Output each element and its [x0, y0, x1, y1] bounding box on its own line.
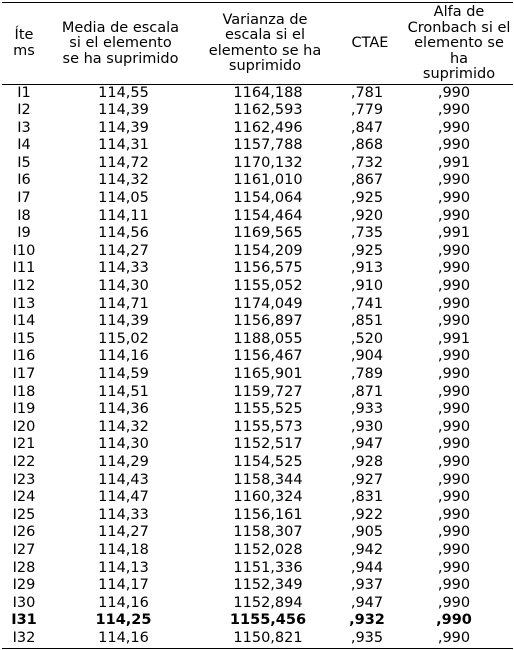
scale-variance-cell: 1188,055 — [233, 330, 303, 347]
cronbach-alpha-cell: ,990 — [437, 84, 471, 101]
table-row — [2, 560, 513, 578]
scale-variance-cell: 1150,821 — [195, 630, 335, 648]
table-row — [2, 630, 513, 648]
cronbach-alpha-cell: ,990 — [437, 559, 471, 576]
cronbach-alpha-cell: ,990 — [437, 506, 471, 523]
scale-mean-cell: 114,33 — [98, 260, 149, 277]
ctae-cell: ,789 — [350, 366, 384, 382]
item-cell: I24 — [12, 489, 36, 506]
table-row — [2, 419, 513, 437]
item-cell: I8 — [17, 207, 31, 224]
scale-mean-cell: 114,36 — [98, 401, 149, 418]
cronbach-alpha-cell: ,990 — [437, 366, 471, 382]
table-row — [2, 454, 513, 472]
ctae-cell: ,925 — [350, 190, 384, 207]
ctae-cell: ,871 — [350, 383, 384, 400]
ctae-cell: ,920 — [350, 207, 384, 224]
table-body — [2, 84, 513, 648]
cronbach-alpha-cell: ,990 — [437, 436, 471, 453]
scale-mean-cell: 114,30 — [98, 436, 149, 453]
scale-mean-cell: 114,51 — [98, 383, 149, 400]
cronbach-alpha-cell: ,990 — [437, 190, 471, 207]
item-cell: I15 — [12, 330, 36, 347]
table-row — [2, 225, 513, 243]
table-row — [2, 489, 513, 507]
table-row — [2, 155, 513, 173]
ctae-cell: ,944 — [350, 559, 384, 576]
ctae-cell: ,735 — [350, 225, 384, 242]
ctae-cell: ,831 — [350, 489, 384, 506]
scale-variance-cell: 1158,344 — [233, 471, 303, 488]
header-cronbach-alpha: Alfa de Cronbach si el elemento se ha suprimido — [405, 3, 513, 85]
table-row — [2, 366, 513, 384]
ctae-cell: ,928 — [350, 453, 384, 470]
scale-variance-cell: 1165,901 — [233, 366, 303, 382]
scale-mean-cell: 114,59 — [98, 366, 149, 382]
item-cell: I9 — [17, 225, 31, 242]
item-cell: I7 — [17, 190, 31, 207]
scale-mean-cell: 114,33 — [98, 506, 149, 523]
item-cell: I31 — [11, 612, 37, 629]
ctae-cell: ,779 — [350, 102, 384, 119]
scale-mean-cell: 114,39 — [98, 313, 149, 330]
scale-mean-cell: 114,18 — [98, 541, 149, 558]
cronbach-alpha-cell: ,990 — [437, 260, 471, 277]
item-cell: I27 — [12, 541, 36, 558]
scale-variance-cell: 1164,188 — [233, 84, 303, 101]
cronbach-alpha-cell: ,990 — [437, 137, 471, 154]
header-row — [2, 3, 513, 85]
ctae-cell: ,922 — [350, 506, 384, 523]
scale-mean-cell: 114,29 — [98, 453, 149, 470]
item-statistics-table — [2, 2, 513, 649]
scale-variance-cell: 1154,209 — [233, 242, 303, 259]
table-row — [2, 120, 513, 138]
scale-variance-cell: 1152,517 — [233, 436, 303, 453]
cronbach-alpha-cell: ,991 — [437, 225, 471, 242]
table-row — [2, 172, 513, 190]
item-cell: I3 — [17, 119, 31, 136]
cronbach-alpha-cell: ,990 — [437, 594, 471, 611]
item-cell: I16 — [12, 348, 36, 365]
ctae-cell: ,913 — [350, 260, 384, 277]
scale-mean-cell: 114,56 — [98, 225, 149, 242]
header-items: Íte ms — [2, 3, 46, 85]
cronbach-alpha-cell: ,990 — [437, 471, 471, 488]
table-row — [2, 84, 513, 102]
cronbach-alpha-cell: ,990 — [437, 278, 471, 295]
table-row — [2, 260, 513, 278]
scale-variance-cell: 1156,575 — [233, 260, 303, 277]
cronbach-alpha-cell: ,990 — [437, 418, 471, 435]
table-row — [2, 401, 513, 419]
item-cell: I26 — [12, 524, 36, 541]
table-row — [2, 542, 513, 560]
cronbach-alpha-cell: ,990 — [437, 119, 471, 136]
item-cell: I2 — [17, 102, 31, 119]
scale-mean-cell: 114,43 — [98, 471, 149, 488]
ctae-cell: ,732 — [350, 154, 384, 171]
item-cell: I11 — [12, 260, 36, 277]
ctae-cell: ,927 — [350, 471, 384, 488]
scale-variance-cell: 1156,467 — [233, 348, 303, 365]
table-row — [2, 137, 513, 155]
item-cell: I32 — [2, 630, 46, 648]
scale-mean-cell: 114,47 — [98, 489, 149, 506]
table-row — [2, 577, 513, 595]
cronbach-alpha-cell: ,990 — [405, 630, 513, 648]
table-row — [2, 384, 513, 402]
scale-mean-cell: 114,05 — [98, 190, 149, 207]
scale-variance-cell: 1155,525 — [233, 401, 303, 418]
scale-mean-cell: 114,16 — [98, 594, 149, 611]
table-row — [2, 524, 513, 542]
item-cell: I23 — [12, 471, 36, 488]
scale-variance-cell: 1155,573 — [233, 418, 303, 435]
scale-mean-cell: 114,55 — [98, 84, 149, 101]
ctae-cell: ,520 — [350, 330, 384, 347]
scale-variance-cell: 1162,496 — [233, 119, 303, 136]
item-cell: I22 — [12, 453, 36, 470]
cronbach-alpha-cell: ,990 — [437, 348, 471, 365]
scale-variance-cell: 1151,336 — [233, 559, 303, 576]
ctae-cell: ,905 — [350, 524, 384, 541]
cronbach-alpha-cell: ,990 — [437, 207, 471, 224]
scale-variance-cell: 1154,064 — [233, 190, 303, 207]
table-row — [2, 507, 513, 525]
scale-variance-cell: 1174,049 — [233, 295, 303, 312]
ctae-cell: ,933 — [350, 401, 384, 418]
ctae-cell: ,847 — [350, 119, 384, 136]
cronbach-alpha-cell: ,991 — [437, 330, 471, 347]
table-row — [2, 296, 513, 314]
table-row — [2, 243, 513, 261]
scale-variance-cell: 1169,565 — [233, 225, 303, 242]
ctae-cell: ,781 — [350, 84, 384, 101]
scale-variance-cell: 1162,593 — [233, 102, 303, 119]
table-row — [2, 436, 513, 454]
item-cell: I13 — [12, 295, 36, 312]
item-cell: I28 — [12, 559, 36, 576]
item-cell: I5 — [17, 154, 31, 171]
scale-mean-cell: 114,13 — [98, 559, 149, 576]
header-scale-variance: Varianza de escala si el elemento se ha suprimido — [195, 3, 335, 85]
item-cell: I12 — [12, 278, 36, 295]
ctae-cell: ,741 — [350, 295, 384, 312]
cronbach-alpha-cell: ,990 — [437, 524, 471, 541]
scale-variance-cell: 1159,727 — [233, 383, 303, 400]
ctae-cell: ,942 — [350, 541, 384, 558]
scale-mean-cell: 114,16 — [98, 348, 149, 365]
ctae-cell: ,932 — [349, 612, 385, 629]
scale-mean-cell: 114,27 — [98, 242, 149, 259]
table-row — [2, 278, 513, 296]
scale-variance-cell: 1158,307 — [233, 524, 303, 541]
cronbach-alpha-cell: ,990 — [437, 383, 471, 400]
scale-mean-cell: 114,30 — [98, 278, 149, 295]
table-row — [2, 313, 513, 331]
item-cell: I19 — [12, 401, 36, 418]
scale-variance-cell: 1157,788 — [233, 137, 303, 154]
scale-variance-cell: 1152,028 — [233, 541, 303, 558]
cronbach-alpha-cell: ,990 — [437, 172, 471, 189]
table-row — [2, 348, 513, 366]
table-row — [2, 208, 513, 226]
cronbach-alpha-cell: ,990 — [437, 242, 471, 259]
scale-mean-cell: 114,27 — [98, 524, 149, 541]
cronbach-alpha-cell: ,990 — [437, 577, 471, 594]
ctae-cell: ,925 — [350, 242, 384, 259]
ctae-cell: ,947 — [350, 436, 384, 453]
scale-mean-cell: 114,32 — [98, 418, 149, 435]
item-cell: I10 — [12, 242, 36, 259]
ctae-cell: ,947 — [350, 594, 384, 611]
ctae-cell: ,910 — [350, 278, 384, 295]
header-ctae: CTAE — [335, 3, 405, 85]
item-cell: I18 — [12, 383, 36, 400]
cronbach-alpha-cell: ,990 — [437, 102, 471, 119]
cronbach-alpha-cell: ,990 — [437, 313, 471, 330]
item-cell: I4 — [17, 137, 31, 154]
ctae-cell: ,851 — [350, 313, 384, 330]
scale-variance-cell: 1170,132 — [233, 154, 303, 171]
ctae-cell: ,930 — [350, 418, 384, 435]
scale-mean-cell: 114,17 — [98, 577, 149, 594]
item-cell: I1 — [17, 84, 31, 101]
scale-variance-cell: 1155,052 — [233, 278, 303, 295]
ctae-cell: ,937 — [350, 577, 384, 594]
scale-mean-cell: 114,11 — [98, 207, 149, 224]
scale-variance-cell: 1154,525 — [233, 453, 303, 470]
scale-variance-cell: 1152,349 — [233, 577, 303, 594]
item-cell: I6 — [17, 172, 31, 189]
ctae-cell: ,868 — [350, 137, 384, 154]
cronbach-alpha-cell: ,991 — [437, 154, 471, 171]
cronbach-alpha-cell: ,990 — [437, 489, 471, 506]
scale-variance-cell: 1155,456 — [229, 612, 307, 629]
cronbach-alpha-cell: ,990 — [437, 541, 471, 558]
item-cell: I20 — [12, 418, 36, 435]
scale-mean-cell: 114,16 — [46, 630, 195, 648]
table-row — [2, 331, 513, 349]
scale-variance-cell: 1154,464 — [233, 207, 303, 224]
item-cell: I29 — [12, 577, 36, 594]
scale-variance-cell: 1152,894 — [233, 594, 303, 611]
table-row — [2, 595, 513, 613]
scale-mean-cell: 114,25 — [95, 612, 152, 629]
ctae-cell: ,935 — [335, 630, 405, 648]
item-cell: I30 — [12, 594, 36, 611]
ctae-cell: ,867 — [350, 172, 384, 189]
item-cell: I14 — [12, 313, 36, 330]
cronbach-alpha-cell: ,990 — [437, 401, 471, 418]
table-row — [2, 612, 513, 630]
scale-mean-cell: 114,71 — [98, 295, 149, 312]
scale-variance-cell: 1160,324 — [233, 489, 303, 506]
scale-mean-cell: 114,31 — [98, 137, 149, 154]
header-scale-mean: Media de escala si el elemento se ha suprimido — [46, 3, 195, 85]
scale-mean-cell: 114,39 — [98, 119, 149, 136]
item-cell: I17 — [12, 366, 36, 382]
scale-mean-cell: 115,02 — [98, 330, 149, 347]
scale-mean-cell: 114,72 — [98, 154, 149, 171]
table-row — [2, 190, 513, 208]
item-cell: I21 — [12, 436, 36, 453]
cronbach-alpha-cell: ,990 — [437, 453, 471, 470]
table-row — [2, 472, 513, 490]
cronbach-alpha-cell: ,990 — [437, 295, 471, 312]
scale-variance-cell: 1161,010 — [233, 172, 303, 189]
scale-variance-cell: 1156,897 — [233, 313, 303, 330]
table-row — [2, 102, 513, 120]
ctae-cell: ,904 — [350, 348, 384, 365]
scale-mean-cell: 114,32 — [98, 172, 149, 189]
item-cell: I25 — [12, 506, 36, 523]
cronbach-alpha-cell: ,990 — [436, 612, 472, 629]
scale-mean-cell: 114,39 — [98, 102, 149, 119]
scale-variance-cell: 1156,161 — [233, 506, 303, 523]
